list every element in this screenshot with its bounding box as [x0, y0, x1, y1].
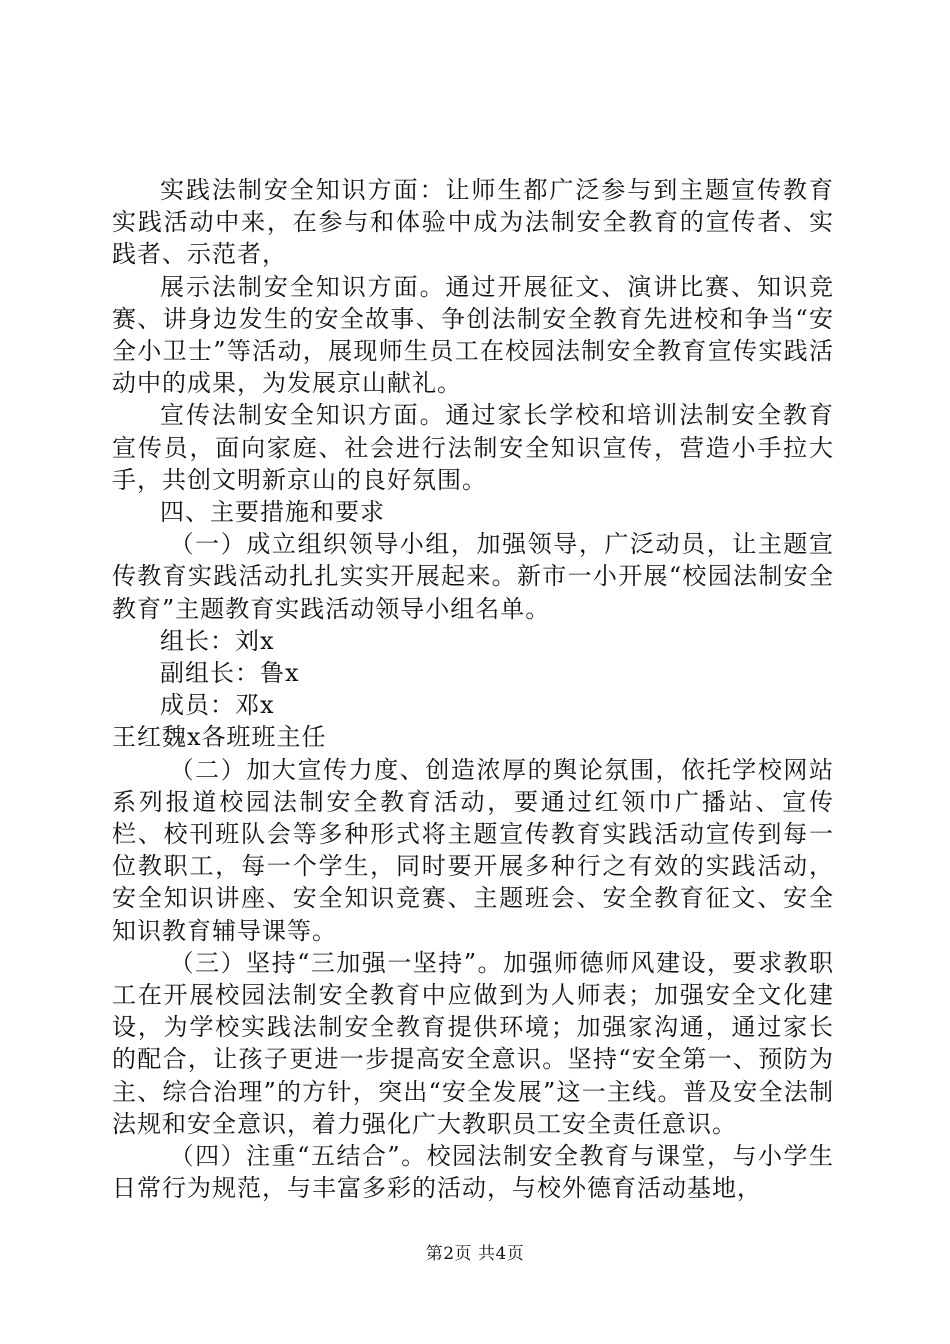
leader-line: 组长：刘x — [160, 626, 275, 655]
paragraph-measure-2: （二）加大宣传力度、创造浓厚的舆论氛围，依托学校网站系列报道校园法制安全教育活动，要通过红领巾广播站、宣传栏、校刊班队会等多种形式将主题宣传教育实践活动宣传到每一位教职工，每一个学生，同时要开展多种行之有效的实践活动，安全知识讲座、安全知识竞赛、主题班会、安全教育征文、安全知识教育辅导课等。 — [112, 755, 834, 945]
members-line: 成员：邓x — [160, 691, 275, 720]
page-footer: 第2页 共4页 — [425, 1244, 525, 1264]
paragraph-practice: 实践法制安全知识方面：让师生都广泛参与到主题宣传教育实践活动中来，在参与和体验中成为法制安全教育的宣传者、实践者、示范者， — [112, 176, 834, 269]
paragraph-measure-3: （三）坚持“三加强一坚持”。加强师德师风建设，要求教职工在开展校园法制安全教育中应做到为人师表；加强安全文化建设，为学校实践法制安全教育提供环境；加强家沟通，通过家长的配合，让孩子更进一步提高安全意识。坚持“安全第一、预防为主、综合治理”的方针，突出“安全发展”这一主线。普及安全法制法规和安全意识，着力强化广大教职员工安全责任意识。 — [112, 948, 834, 1138]
paragraph-publicity: 宣传法制安全知识方面。通过家长学校和培训法制安全教育宣传员，面向家庭、社会进行法制安全知识宣传，营造小手拉大手，共创文明新京山的良好氛围。 — [112, 401, 834, 494]
paragraph-display: 展示法制安全知识方面。通过开展征文、演讲比赛、知识竞赛、讲身边发生的安全故事、争创法制安全教育先进校和争当“安全小卫士”等活动，展现师生员工在校园法制安全教育宣传实践活动中的成果，为发展京山献礼。 — [112, 272, 834, 398]
section-heading: 四、主要措施和要求 — [160, 498, 385, 527]
deputy-leader-line: 副组长：鲁x — [160, 659, 300, 688]
document-body — [112, 174, 834, 1205]
paragraph-measure-4: （四）注重“五结合”。校园法制安全教育与课堂，与小学生日常行为规范，与丰富多彩的活动，与校外德育活动基地， — [112, 1142, 834, 1203]
paragraph-measure-1: （一）成立组织领导小组，加强领导，广泛动员，让主题宣传教育实践活动扎扎实实开展起来。新市一小开展“校园法制安全教育”主题教育实践活动领导小组名单。 — [112, 530, 834, 623]
members-continued-line: 王红魏x各班班主任 — [112, 723, 327, 752]
